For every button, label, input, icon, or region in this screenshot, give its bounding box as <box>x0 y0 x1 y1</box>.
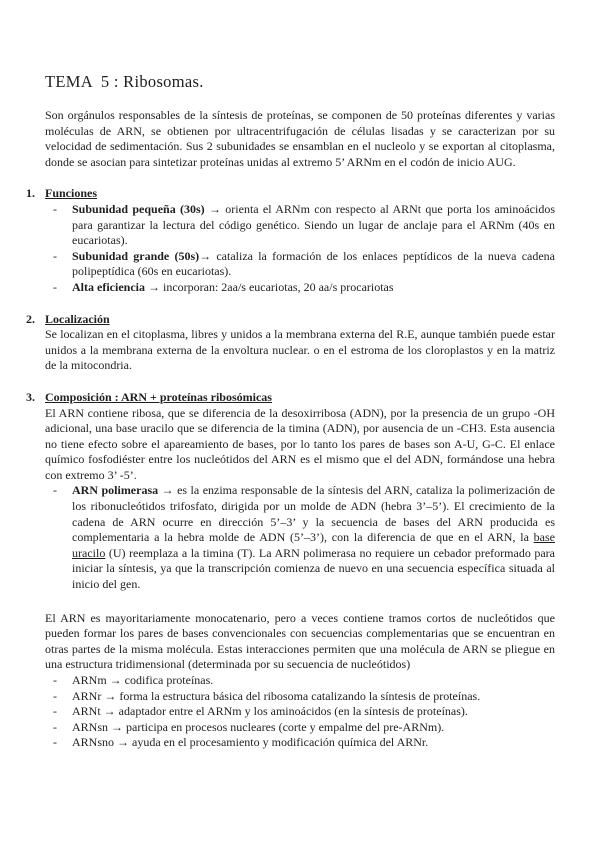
dash-bullet: - <box>53 279 57 294</box>
list-item <box>53 735 555 751</box>
item-term: ARN polimerasa <box>72 483 159 498</box>
section-heading-funciones <box>0 186 600 202</box>
section-title: Composición : ARN + proteínas ribosómicas <box>45 389 272 404</box>
item-text: → es la enzima responsable de la síntesis del ARN, cataliza la polimerización de los ribonucleótidos trifosfato, dirigida por un molde de ADN (hebra 3’–5’). El crecimiento de la cadena de ARN ocurre en dirección 5’–3’ y la secuencia de bases del ARN producida es complementaria a la hebra molde de ADN (5’–3’), con la diferencia de que en el ARN, la <box>72 483 555 545</box>
item-term: Subunidad grande (50s) <box>72 248 200 263</box>
dash-bullet: - <box>53 201 57 216</box>
dash-bullet: - <box>53 248 57 263</box>
item-text: → cataliza la formación de los enlaces peptídicos de la nueva cadena polipeptídica (60s en eucariotas). <box>72 248 555 279</box>
item-term: Alta eficiencia <box>72 279 145 294</box>
intro-paragraph: Son orgánulos responsables de la síntesis de proteínas, se componen de 50 proteínas diferentes y varias moléculas de ARN, se obtienen por ultracentrifugación de células lisadas y se caracterizan por su velocidad de sedimentación. Sus 2 subunidades se ensamblan en el nucleolo y se exportan al citoplasma, donde se asocian para sintetizar proteínas unidas al extremo 5’ ARNm en el codón de inicio AUG. <box>45 108 555 169</box>
section-number: 3. <box>26 389 35 404</box>
page-title: TEMA 5 : Ribosomas. <box>45 72 204 91</box>
list-item <box>53 704 555 720</box>
dash-bullet: - <box>53 735 57 750</box>
dash-bullet: - <box>53 688 57 703</box>
section-heading-localizacion <box>0 312 600 328</box>
item-term: Subunidad pequeña (30s) <box>72 201 205 216</box>
arn-types-list <box>53 673 555 751</box>
section-title: Funciones <box>45 186 98 201</box>
item-text: → orienta el ARNm con respecto al ARNt que porta los aminoácidos para garantizar la lectura del código genético. Siendo un lugar de anclaje para el ARNm (40s en eucariotas). <box>72 201 556 248</box>
composicion-paragraph: El ARN contiene ribosa, que se diferencia de la desoxirribosa (ADN), por la presencia de un grupo -OH adicional, una base uracilo que se diferencia de la timina (ADN), por ausencia de un -CH3. Esta ausencia no tiene efecto sobre el apareamiento de bases, por lo tanto los pares de bases son A-U, G-C. El enlace químico fosfodiéster entre los nucleótidos del ARN es el mismo que el del ADN, formándose una hebra con extremo 3’ -5’. <box>45 405 555 482</box>
underlined-text: base uracilo <box>72 530 555 560</box>
item-text: (U) reemplaza a la timina (T). La ARN polimerasa no requiere un cebador preformado para iniciar la síntesis, ya que la transcripción comienza de nuevo en una secuencia específica situada al inicio del gen. <box>72 545 555 592</box>
item-text: ARNr → forma la estructura básica del ribosoma catalizando la síntesis de proteínas. <box>72 688 481 703</box>
dash-bullet: - <box>53 704 57 719</box>
item-text: ARNsn → participa en procesos nucleares (corte y empalme del pre-ARNm). <box>72 719 445 734</box>
section-number: 1. <box>26 186 35 201</box>
item-text: → incorporan: 2aa/s eucariotas, 20 aa/s procariotas <box>144 279 394 294</box>
section-title: Localización <box>45 311 110 326</box>
closing-paragraph: El ARN es mayoritariamente monocatenario, pero a veces contiene tramos cortos de nucleótidos que pueden formar los pares de bases convencionales con secuencias complementarias que se encuentran en otras partes de la misma molécula. Estas interacciones permiten que una molécula de ARN se pliegue en una estructura tridimensional (determinada por su secuencia de nucleótidos) <box>45 610 555 672</box>
list-item <box>53 719 555 736</box>
section-heading-composicion <box>0 390 600 406</box>
localizacion-paragraph: Se localizan en el citoplasma, libres y unidos a la membrana externa del R.E, aunque también puede estar unidos a la membrana externa de la envoltura nuclear. o en el estroma de los cloroplastos y en la matriz de la mitocondria. <box>45 327 555 373</box>
composicion-list <box>53 483 555 592</box>
list-item <box>53 201 556 249</box>
funciones-list <box>53 201 556 296</box>
list-item <box>53 673 555 689</box>
dash-bullet: - <box>53 673 57 687</box>
list-item <box>53 279 555 296</box>
item-text: ARNsno → ayuda en el procesamiento y modificación química del ARNr. <box>72 735 429 750</box>
section-number: 2. <box>26 311 35 326</box>
list-item <box>53 688 555 705</box>
list-item <box>53 483 555 592</box>
item-text: ARNt → adaptador entre el ARNm y los aminoácidos (en la síntesis de proteínas). <box>72 704 468 719</box>
dash-bullet: - <box>53 719 57 734</box>
item-text: ARNm → codifica proteínas. <box>72 673 214 687</box>
list-item <box>53 248 555 280</box>
dash-bullet: - <box>53 483 57 498</box>
